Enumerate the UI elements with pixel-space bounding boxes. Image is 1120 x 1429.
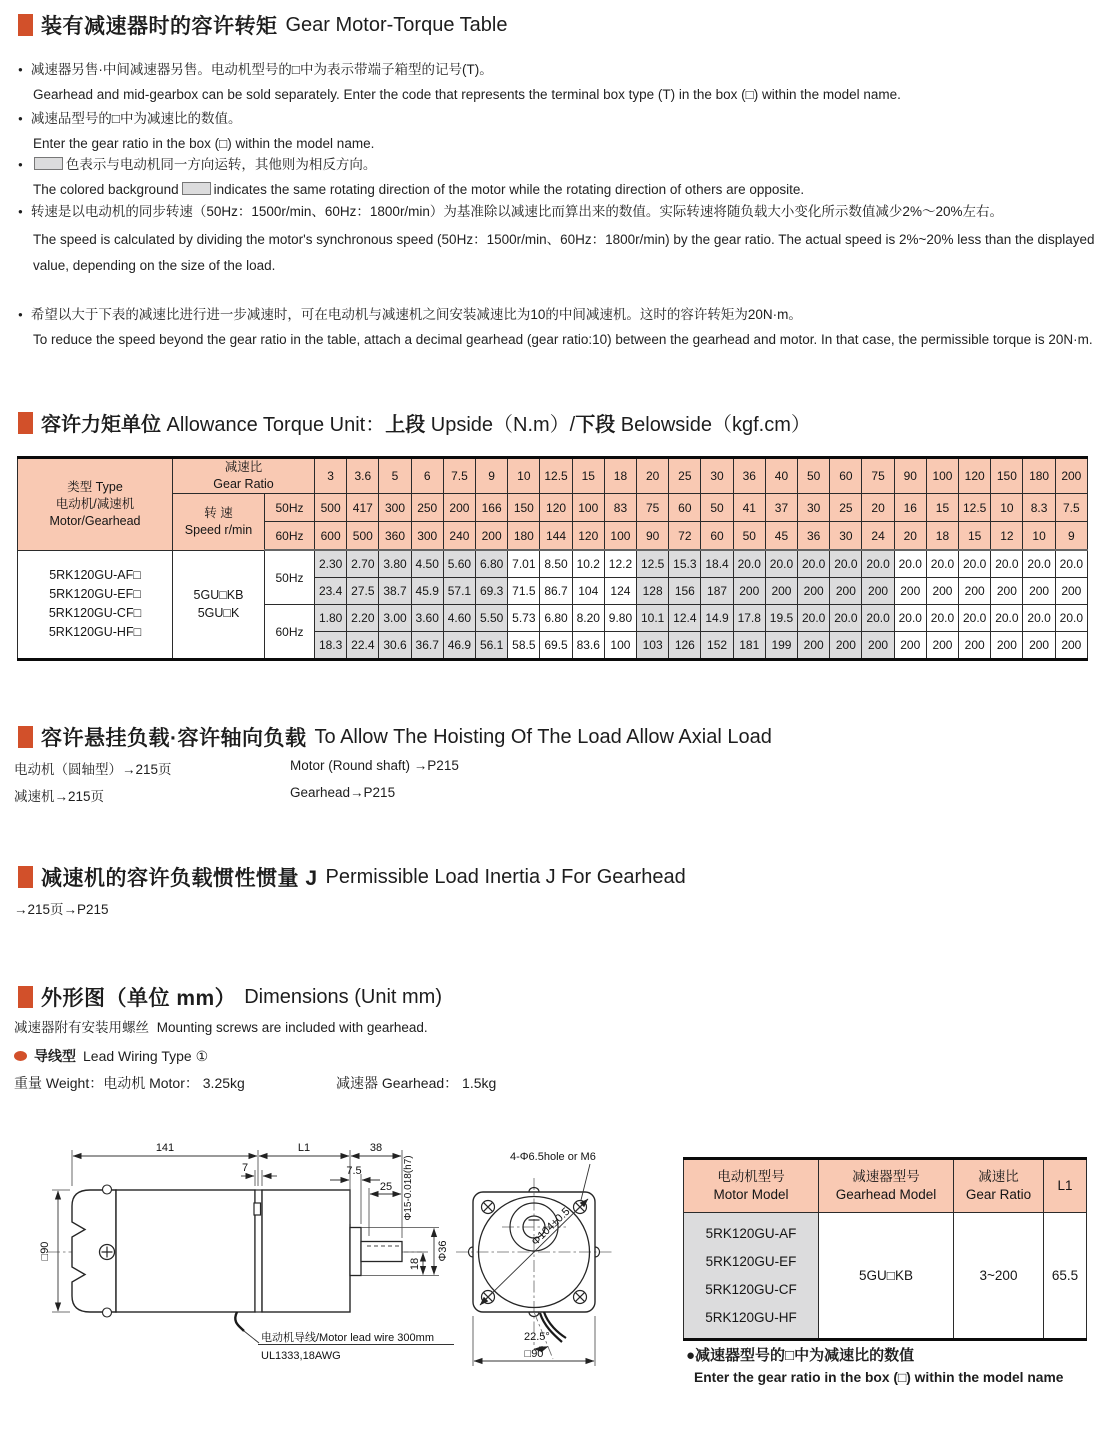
torque-50hz-kgfcm: 27.5	[347, 578, 379, 605]
model-table-header-motor: 电动机型号 Motor Model	[684, 1159, 819, 1213]
torque-60hz-nm: 20.0	[1023, 605, 1055, 632]
link-row-gearhead	[14, 785, 396, 805]
speed-60hz-value: 36	[798, 522, 830, 551]
torque-60hz-kgfcm: 200	[830, 632, 862, 660]
section-marker-square	[18, 14, 33, 36]
gearhead-body	[262, 1190, 350, 1312]
speed-60hz-value: 15	[959, 522, 991, 551]
speed-50hz-value: 37	[765, 494, 797, 522]
torque-50hz-nm: 20.0	[765, 550, 797, 578]
ratio-column-header: 90	[894, 458, 926, 494]
speed-50hz-value: 150	[508, 494, 540, 522]
speed-50hz-value: 120	[540, 494, 572, 522]
torque-50hz-nm: 7.01	[508, 550, 540, 578]
speed-60hz-value: 240	[443, 522, 475, 551]
section-marker-square	[18, 726, 33, 748]
speed-50hz-value: 8.3	[1023, 494, 1055, 522]
front-view-drawing	[440, 1130, 690, 1429]
section2-title: 容许力矩单位 Allowance Torque Unit：上段 Upside（N.m）/下段 Belowside（kgf.cm）	[41, 414, 811, 436]
torque-60hz-nm: 6.80	[540, 605, 572, 632]
wire-label-line2: UL1333,18AWG	[261, 1350, 341, 1362]
torque-table	[17, 456, 1088, 661]
ratio-column-header: 15	[572, 458, 604, 494]
ratio-column-header: 60	[830, 458, 862, 494]
speed-60hz-value: 500	[347, 522, 379, 551]
torque-60hz-nm: 5.50	[476, 605, 508, 632]
torque-60hz-kgfcm: 100	[604, 632, 636, 660]
motor-body	[116, 1190, 255, 1312]
speed-50hz-value: 75	[637, 494, 669, 522]
speed-60hz-value: 18	[926, 522, 958, 551]
torque-50hz-nm: 15.3	[669, 550, 701, 578]
torque-60hz-kgfcm: 22.4	[347, 632, 379, 660]
torque-50hz-kgfcm: 104	[572, 578, 604, 605]
lead-wiring-type-line	[14, 1046, 208, 1066]
speed-50hz-value: 200	[443, 494, 475, 522]
dim-shaft-diameter-label: Φ15-0.018(h7)	[403, 1155, 414, 1221]
link-gearhead-en[interactable]: Gearhead→P215	[290, 785, 396, 800]
wire-leader-line	[244, 1331, 259, 1343]
torque-60hz-kgfcm: 200	[926, 632, 958, 660]
model-table-header-gearhead: 减速器型号 Gearhead Model	[819, 1159, 954, 1213]
dim-phi36-label: Φ36	[437, 1240, 449, 1262]
section-heading-dimensions	[18, 982, 442, 1012]
rotation-direction-swatch	[182, 182, 211, 195]
gear-ratio-cell: 3~200	[954, 1213, 1044, 1340]
note-zh: ●减速器型号的□中为减速比的数值	[686, 1347, 915, 1364]
torque-50hz-kgfcm: 200	[959, 578, 991, 605]
ratio-column-header: 120	[959, 458, 991, 494]
torque-50hz-kgfcm: 200	[733, 578, 765, 605]
dim-phi104-label: Φ104±0.5	[529, 1205, 573, 1248]
torque-60hz-nm: 8.20	[572, 605, 604, 632]
ratio-column-header: 75	[862, 458, 894, 494]
torque-50hz-nm: 20.0	[894, 550, 926, 578]
ratio-column-header: 200	[1055, 458, 1087, 494]
dim-38-label: 38	[369, 1142, 383, 1154]
section-marker-square	[18, 866, 33, 888]
torque-60hz-nm: 12.4	[669, 605, 701, 632]
torque-60hz-nm: 20.0	[991, 605, 1023, 632]
torque-60hz-kgfcm: 200	[862, 632, 894, 660]
torque-50hz-kgfcm: 200	[862, 578, 894, 605]
section-heading-load-inertia	[18, 862, 686, 892]
speed-50hz-value: 417	[347, 494, 379, 522]
section-heading-allowance-torque-unit	[18, 408, 811, 437]
note-en: Enter the gear ratio in the box (□) within the model name	[694, 1370, 1064, 1385]
ratio-column-header: 5	[379, 458, 411, 494]
note-en: The colored background indicates the same rotating direction of the motor while the rotating direction of others are opposite.	[33, 182, 805, 197]
torque-50hz-nm: 20.0	[1055, 550, 1087, 578]
note-speed-calculation	[18, 199, 1106, 279]
section3-title-zh: 容许悬挂负载·容许轴向负载	[41, 727, 307, 750]
torque-50hz-kgfcm: 69.3	[476, 578, 508, 605]
speed-50hz-value: 20	[862, 494, 894, 522]
torque-60hz-kgfcm: 58.5	[508, 632, 540, 660]
torque-60hz-nm: 19.5	[765, 605, 797, 632]
shaft-boss	[350, 1228, 361, 1276]
torque-50hz-kgfcm: 200	[798, 578, 830, 605]
note-en: Gearhead and mid-gearbox can be sold separately. Enter the code that represents the terminal box type (T) in the box (□) within the model name.	[33, 87, 901, 102]
torque-60hz-kgfcm: 69.5	[540, 632, 572, 660]
motor-model-cell: 5RK120GU-AF□ 5RK120GU-EF□ 5RK120GU-CF□ 5RK120GU-HF□	[18, 550, 173, 660]
torque-50hz-kgfcm: 187	[701, 578, 733, 605]
dim-7-5-label: 7.5	[346, 1165, 362, 1177]
terminal-clip	[254, 1203, 261, 1215]
torque-50hz-nm: 18.4	[701, 550, 733, 578]
ratio-column-header: 36	[733, 458, 765, 494]
hz50-header: 50Hz	[265, 494, 315, 522]
speed-60hz-value: 120	[572, 522, 604, 551]
note-decimal-gearhead	[18, 303, 1106, 352]
torque-50hz-nm: 20.0	[959, 550, 991, 578]
speed-60hz-value: 30	[830, 522, 862, 551]
torque-50hz-nm: 12.2	[604, 550, 636, 578]
ratio-column-header: 30	[701, 458, 733, 494]
section-marker-square	[18, 986, 33, 1008]
speed-60hz-value: 200	[476, 522, 508, 551]
torque-50hz-kgfcm: 200	[1055, 578, 1087, 605]
torque-60hz-nm: 20.0	[862, 605, 894, 632]
speed-50hz-value: 10	[991, 494, 1023, 522]
torque-60hz-kgfcm: 30.6	[379, 632, 411, 660]
torque-50hz-nm: 20.0	[830, 550, 862, 578]
motor-lead-wire	[235, 1312, 244, 1331]
ratio-column-header: 7.5	[443, 458, 475, 494]
speed-50hz-value: 500	[315, 494, 347, 522]
gearhead-model-cell: 5GU□KB 5GU□K	[173, 550, 265, 660]
torque-50hz-kgfcm: 200	[991, 578, 1023, 605]
speed-50hz-value: 60	[669, 494, 701, 522]
speed-60hz-value: 300	[411, 522, 443, 551]
subtitle-zh: 减速器附有安装用螺丝	[14, 1020, 149, 1035]
ratio-column-header: 6	[411, 458, 443, 494]
torque-50hz-nm: 2.70	[347, 550, 379, 578]
link-motor-zh[interactable]: 电动机（圆轴型）→215页	[14, 762, 172, 777]
torque-50hz-nm: 20.0	[798, 550, 830, 578]
type-header-cell: 类型 Type 电动机/减速机 Motor/Gearhead	[18, 458, 173, 551]
dim-141-label: 141	[155, 1142, 175, 1154]
hz60-header: 60Hz	[265, 522, 315, 551]
hole-callout-label: 4-Φ6.5hole or M6	[510, 1151, 596, 1163]
torque-60hz-nm: 1.80	[315, 605, 347, 632]
torque-50hz-kgfcm: 200	[830, 578, 862, 605]
section1-title-zh: 装有减速器时的容许转矩	[41, 15, 278, 38]
ratio-column-header: 20	[637, 458, 669, 494]
note-zh: ● 减速品型号的□中为减速比的数值。	[18, 107, 1106, 130]
torque-60hz-nm: 4.60	[443, 605, 475, 632]
torque-60hz-kgfcm: 152	[701, 632, 733, 660]
weight-gearhead: 减速器 Gearhead： 1.5kg	[336, 1075, 497, 1091]
torque-50hz-kgfcm: 200	[926, 578, 958, 605]
torque-50hz-nm: 20.0	[862, 550, 894, 578]
torque-50hz-nm: 5.60	[443, 550, 475, 578]
ratio-column-header: 40	[765, 458, 797, 494]
section-marker-square	[18, 412, 33, 434]
wire-label-line1: 电动机导线/Motor lead wire 300mm	[261, 1332, 434, 1344]
torque-50hz-nm: 3.80	[379, 550, 411, 578]
torque-50hz-kgfcm: 71.5	[508, 578, 540, 605]
torque-60hz-nm: 20.0	[798, 605, 830, 632]
note-colored-background	[18, 153, 1106, 202]
speed-60hz-value: 24	[862, 522, 894, 551]
orange-dot-icon	[14, 1051, 27, 1061]
speed-60hz-value: 72	[669, 522, 701, 551]
dim-square90-front-label: □90	[524, 1348, 544, 1360]
torque-50hz-nm: 4.50	[411, 550, 443, 578]
note-zh: ● 希望以大于下表的减速比进行进一步减速时，可在电动机与减速机之间安装减速比为10的中间减速机。这时的容许转矩为20N·m。	[18, 303, 1106, 326]
torque-60hz-nm: 14.9	[701, 605, 733, 632]
l1-value-cell: 65.5	[1044, 1213, 1087, 1340]
torque-60hz-kgfcm: 200	[1055, 632, 1087, 660]
output-shaft	[361, 1242, 402, 1262]
speed-50hz-value: 15	[926, 494, 958, 522]
dim-7-label: 7	[241, 1162, 249, 1174]
speed-50hz-value: 12.5	[959, 494, 991, 522]
dim-l1-label: L1	[297, 1142, 311, 1154]
torque-50hz-nm: 2.30	[315, 550, 347, 578]
lead-type-zh: 导线型	[34, 1048, 76, 1064]
speed-50hz-value: 100	[572, 494, 604, 522]
torque-60hz-nm: 17.8	[733, 605, 765, 632]
section5-title-en: Dimensions (Unit mm)	[244, 985, 442, 1008]
torque-60hz-kgfcm: 199	[765, 632, 797, 660]
torque-50hz-kgfcm: 23.4	[315, 578, 347, 605]
ratio-column-header: 12.5	[540, 458, 572, 494]
ratio-column-header: 18	[604, 458, 636, 494]
ratio-column-header: 10	[508, 458, 540, 494]
torque-50hz-kgfcm: 57.1	[443, 578, 475, 605]
speed-50hz-value: 50	[701, 494, 733, 522]
speed-50hz-value: 166	[476, 494, 508, 522]
torque-60hz-kgfcm: 103	[637, 632, 669, 660]
torque-60hz-kgfcm: 83.6	[572, 632, 604, 660]
torque-50hz-kgfcm: 128	[637, 578, 669, 605]
link-p215	[14, 898, 109, 918]
screw-top	[103, 1185, 112, 1194]
speed-60hz-value: 10	[1023, 522, 1055, 551]
section4-title-zh: 减速机的容许负载惯性惯量 J	[41, 867, 318, 890]
speed-60hz-value: 9	[1055, 522, 1087, 551]
dim-square90-side-label: □90	[39, 1241, 51, 1261]
freq-50hz-cell: 50Hz	[265, 550, 315, 605]
torque-60hz-nm: 3.00	[379, 605, 411, 632]
ratio-column-header: 3	[315, 458, 347, 494]
speed-50hz-value: 7.5	[1055, 494, 1087, 522]
screw-bottom	[103, 1308, 112, 1317]
ratio-column-header: 150	[991, 458, 1023, 494]
torque-60hz-kgfcm: 56.1	[476, 632, 508, 660]
torque-60hz-kgfcm: 18.3	[315, 632, 347, 660]
freq-60hz-cell: 60Hz	[265, 605, 315, 660]
section-heading-torque-table	[18, 10, 507, 40]
link-row-motor	[14, 758, 459, 778]
torque-60hz-nm: 10.1	[637, 605, 669, 632]
speed-header-cell: 转 速 Speed r/min	[173, 494, 265, 551]
speed-60hz-value: 180	[508, 522, 540, 551]
weight-line	[14, 1073, 497, 1093]
torque-60hz-kgfcm: 200	[959, 632, 991, 660]
note-zh: ● 色表示与电动机同一方向运转，其他则为相反方向。	[18, 153, 1106, 176]
torque-60hz-nm: 5.73	[508, 605, 540, 632]
speed-60hz-value: 600	[315, 522, 347, 551]
torque-60hz-kgfcm: 200	[798, 632, 830, 660]
speed-60hz-value: 60	[701, 522, 733, 551]
speed-50hz-value: 250	[411, 494, 443, 522]
torque-60hz-kgfcm: 46.9	[443, 632, 475, 660]
note-en: The speed is calculated by dividing the motor's synchronous speed (50Hz：1500r/min、60Hz：1800r/min) by the gear ratio. The actual speed is 2%~20% less than the displayed value, depending on the size of the load.	[33, 232, 1095, 273]
model-table-header-ratio: 减速比 Gear Ratio	[954, 1159, 1044, 1213]
note-en: Enter the gear ratio in the box (□) within the model name.	[33, 136, 375, 151]
torque-60hz-nm: 20.0	[830, 605, 862, 632]
torque-50hz-nm: 8.50	[540, 550, 572, 578]
note-gear-ratio-box	[18, 107, 1106, 156]
dim-25-label: 25	[379, 1181, 393, 1193]
note-zh: ● 减速器另售·中间减速器另售。电动机型号的□中为表示带端子箱型的记号(T)。	[18, 58, 1106, 81]
motor-model-list: 5RK120GU-AF 5RK120GU-EF 5RK120GU-CF 5RK120GU-HF	[684, 1213, 819, 1340]
model-table-note	[686, 1345, 1096, 1389]
speed-60hz-value: 20	[894, 522, 926, 551]
angle-label: 22.5°	[524, 1331, 550, 1343]
note-zh: ● 转速是以电动机的同步转速（50Hz：1500r/min、60Hz：1800r/min）为基准除以减速比而算出来的数值。实际转速将随负载大小变化所示数值减少2%～20%左右。	[18, 199, 1106, 225]
gear-ratio-header-cell: 减速比 Gear Ratio	[173, 458, 315, 494]
gearhead-model-cell: 5GU□KB	[819, 1213, 954, 1340]
ratio-column-header: 180	[1023, 458, 1055, 494]
torque-60hz-nm: 9.80	[604, 605, 636, 632]
ratio-column-header: 9	[476, 458, 508, 494]
model-table	[683, 1157, 1087, 1341]
torque-50hz-kgfcm: 38.7	[379, 578, 411, 605]
speed-60hz-value: 360	[379, 522, 411, 551]
side-view-drawing	[30, 1130, 460, 1429]
torque-50hz-nm: 20.0	[1023, 550, 1055, 578]
torque-60hz-nm: 3.60	[411, 605, 443, 632]
mounting-screws-note	[14, 1016, 428, 1036]
note-en: To reduce the speed beyond the gear ratio in the table, attach a decimal gearhead (gear ratio:10) between the gearhead and motor. In that case, the permissible torque is 20N·m.	[33, 332, 1093, 347]
ratio-column-header: 25	[669, 458, 701, 494]
speed-50hz-value: 300	[379, 494, 411, 522]
dim-18-label: 18	[409, 1257, 421, 1271]
speed-60hz-value: 144	[540, 522, 572, 551]
torque-50hz-kgfcm: 200	[765, 578, 797, 605]
speed-60hz-value: 50	[733, 522, 765, 551]
torque-60hz-kgfcm: 200	[894, 632, 926, 660]
ratio-column-header: 100	[926, 458, 958, 494]
link-p215-text[interactable]: →215页→P215	[14, 902, 109, 917]
speed-50hz-value: 30	[798, 494, 830, 522]
torque-50hz-nm: 10.2	[572, 550, 604, 578]
speed-50hz-value: 41	[733, 494, 765, 522]
lead-type-en: Lead Wiring Type ①	[83, 1047, 209, 1064]
weight-motor: 重量 Weight：电动机 Motor： 3.25kg	[14, 1075, 245, 1091]
section1-title-en: Gear Motor-Torque Table	[285, 13, 508, 36]
torque-60hz-kgfcm: 200	[1023, 632, 1055, 660]
ratio-column-header: 3.6	[347, 458, 379, 494]
hole-leader-line	[581, 1164, 590, 1200]
speed-60hz-value: 100	[604, 522, 636, 551]
rotation-direction-swatch	[34, 157, 63, 170]
model-table-header-l1: L1	[1044, 1159, 1087, 1213]
torque-50hz-kgfcm: 86.7	[540, 578, 572, 605]
ratio-column-header: 50	[798, 458, 830, 494]
speed-60hz-value: 12	[991, 522, 1023, 551]
torque-50hz-kgfcm: 45.9	[411, 578, 443, 605]
speed-50hz-value: 16	[894, 494, 926, 522]
torque-60hz-kgfcm: 200	[991, 632, 1023, 660]
speed-50hz-value: 25	[830, 494, 862, 522]
torque-60hz-nm: 20.0	[894, 605, 926, 632]
torque-60hz-kgfcm: 126	[669, 632, 701, 660]
torque-60hz-kgfcm: 181	[733, 632, 765, 660]
torque-60hz-kgfcm: 36.7	[411, 632, 443, 660]
torque-60hz-nm: 2.20	[347, 605, 379, 632]
section3-title-en: To Allow The Hoisting Of The Load Allow Axial Load	[314, 725, 772, 748]
torque-60hz-nm: 20.0	[1055, 605, 1087, 632]
link-gearhead-zh[interactable]: 减速机→215页	[14, 789, 105, 804]
speed-60hz-value: 90	[637, 522, 669, 551]
torque-50hz-kgfcm: 156	[669, 578, 701, 605]
section5-title-zh: 外形图（单位 mm）	[41, 987, 237, 1010]
torque-50hz-kgfcm: 124	[604, 578, 636, 605]
torque-50hz-nm: 20.0	[926, 550, 958, 578]
speed-50hz-value: 83	[604, 494, 636, 522]
subtitle-en: Mounting screws are included with gearhead.	[156, 1020, 428, 1035]
torque-50hz-kgfcm: 200	[1023, 578, 1055, 605]
speed-60hz-value: 45	[765, 522, 797, 551]
torque-50hz-nm: 12.5	[637, 550, 669, 578]
torque-60hz-nm: 20.0	[926, 605, 958, 632]
note-sold-separately	[18, 58, 1106, 107]
torque-50hz-nm: 6.80	[476, 550, 508, 578]
section-heading-hoisting-axial-load	[18, 722, 772, 752]
link-motor-en[interactable]: Motor (Round shaft) →P215	[290, 758, 459, 773]
section4-title-en: Permissible Load Inertia J For Gearhead	[325, 865, 686, 888]
torque-50hz-nm: 20.0	[733, 550, 765, 578]
torque-50hz-nm: 20.0	[991, 550, 1023, 578]
torque-60hz-nm: 20.0	[959, 605, 991, 632]
torque-50hz-kgfcm: 200	[894, 578, 926, 605]
